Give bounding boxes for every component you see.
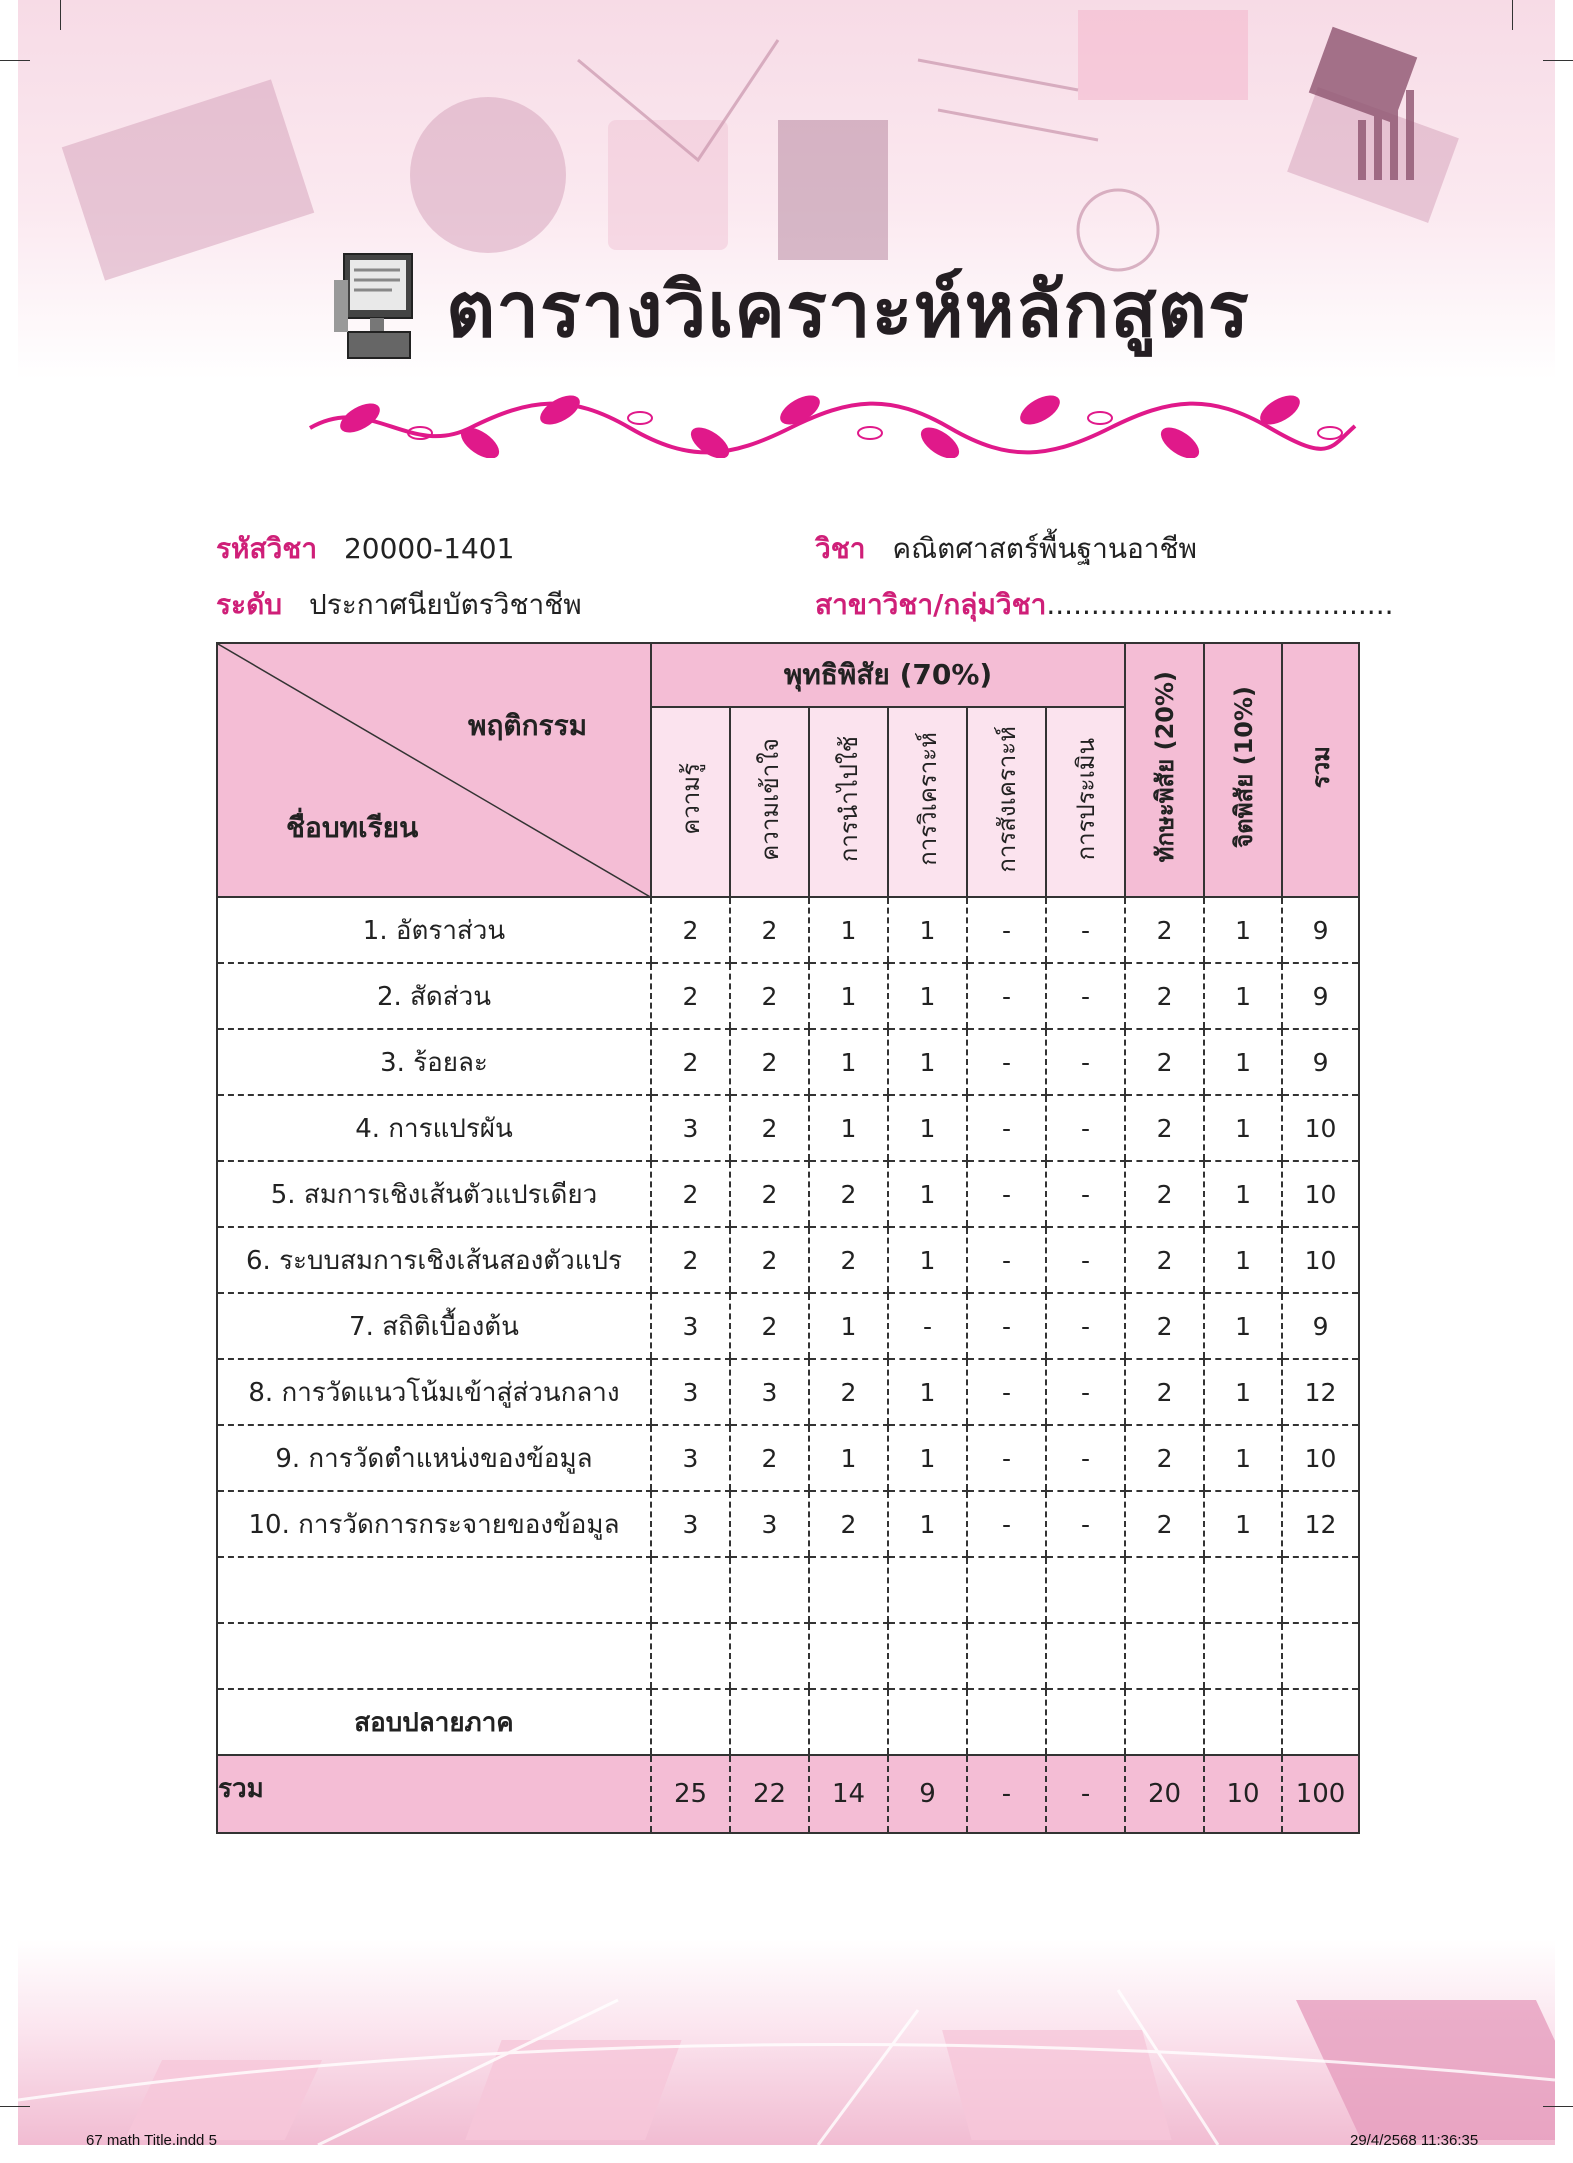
- score-cell: 1: [809, 1029, 888, 1095]
- total-cell: 100: [1282, 1755, 1359, 1833]
- score-cell: -: [1046, 897, 1125, 963]
- cognitive-col-synthesis: [967, 707, 1046, 897]
- score-cell: -: [967, 1425, 1046, 1491]
- score-cell: [888, 1623, 967, 1689]
- lesson-name: 7. สถิติเบื้องต้น: [217, 1293, 651, 1359]
- score-cell: 1: [1204, 1491, 1282, 1557]
- score-cell: 2: [1125, 1425, 1204, 1491]
- branch-value: .......................................: [1046, 588, 1394, 621]
- score-cell: -: [967, 1161, 1046, 1227]
- corner-behavior-label: พฤติกรรม: [468, 709, 588, 742]
- score-cell: 3: [651, 1293, 730, 1359]
- score-cell: -: [967, 1293, 1046, 1359]
- score-cell: 12: [1282, 1491, 1359, 1557]
- score-cell: 12: [1282, 1359, 1359, 1425]
- score-cell: 2: [651, 1029, 730, 1095]
- total-cell: -: [967, 1755, 1046, 1833]
- crop-mark: [1543, 60, 1573, 61]
- score-cell: 1: [1204, 1293, 1282, 1359]
- score-cell: [1125, 1623, 1204, 1689]
- score-cell: 2: [651, 897, 730, 963]
- score-cell: [809, 1623, 888, 1689]
- score-cell: 3: [651, 1095, 730, 1161]
- subject-label: วิชา: [815, 532, 866, 565]
- table-row: [217, 1689, 1359, 1755]
- score-cell: [1046, 1689, 1125, 1755]
- score-cell: 2: [730, 897, 809, 963]
- col-label: การประเมิน: [1072, 737, 1101, 861]
- corner-lesson-label: ชื่อบทเรียน: [286, 811, 419, 844]
- affective-header: จิตพิสัย (10%): [1229, 686, 1258, 848]
- branch-label: สาขาวิชา/กลุ่มวิชา: [815, 588, 1047, 621]
- table-body: [217, 897, 1359, 1833]
- score-cell: -: [967, 963, 1046, 1029]
- score-cell: 1: [1204, 963, 1282, 1029]
- crop-mark: [1543, 2106, 1573, 2107]
- vine-ornament: [300, 388, 1360, 458]
- score-cell: [651, 1557, 730, 1623]
- total-cell: 9: [888, 1755, 967, 1833]
- table-row: [217, 1425, 1359, 1491]
- score-cell: -: [1046, 1161, 1125, 1227]
- score-cell: 1: [888, 1491, 967, 1557]
- col-label: การนำไปใช้: [835, 735, 863, 863]
- subject-line: [815, 527, 1197, 571]
- score-cell: [1204, 1623, 1282, 1689]
- score-cell: [1282, 1689, 1359, 1755]
- course-code-value: 20000-1401: [343, 532, 515, 565]
- cognitive-domain-header: พุทธิพิสัย (70%): [651, 643, 1125, 707]
- score-cell: 10: [1282, 1425, 1359, 1491]
- score-cell: [1204, 1689, 1282, 1755]
- score-cell: 3: [730, 1359, 809, 1425]
- score-cell: 1: [888, 1161, 967, 1227]
- score-cell: [1125, 1557, 1204, 1623]
- score-cell: 2: [1125, 1029, 1204, 1095]
- col-label: ความรู้: [677, 763, 705, 835]
- score-cell: [967, 1623, 1046, 1689]
- score-cell: [1046, 1557, 1125, 1623]
- score-cell: -: [967, 897, 1046, 963]
- score-cell: -: [1046, 1359, 1125, 1425]
- score-cell: -: [967, 1227, 1046, 1293]
- total-cell: 10: [1204, 1755, 1282, 1833]
- course-code-line: [216, 527, 514, 571]
- footer-datetime: 29/4/2568 11:36:35: [1350, 2132, 1479, 2149]
- score-cell: 1: [809, 897, 888, 963]
- col-label: ความเข้าใจ: [756, 737, 784, 861]
- table-row: [217, 1227, 1359, 1293]
- level-line: [216, 583, 582, 627]
- score-cell: 3: [651, 1491, 730, 1557]
- table-row: [217, 1557, 1359, 1623]
- score-cell: 9: [1282, 1293, 1359, 1359]
- page-title: ตารางวิเคราะห์หลักสูตร: [446, 265, 1250, 354]
- score-cell: [888, 1557, 967, 1623]
- lesson-name: 2. สัดส่วน: [217, 963, 651, 1029]
- score-cell: [651, 1623, 730, 1689]
- score-cell: [1046, 1623, 1125, 1689]
- cognitive-col-knowledge: [651, 707, 730, 897]
- score-cell: -: [967, 1491, 1046, 1557]
- score-cell: 2: [1125, 1359, 1204, 1425]
- branch-line: [815, 583, 1394, 627]
- score-cell: 2: [730, 1227, 809, 1293]
- table-row: [217, 1491, 1359, 1557]
- score-cell: [651, 1689, 730, 1755]
- score-cell: [888, 1689, 967, 1755]
- score-cell: -: [1046, 1293, 1125, 1359]
- score-cell: 2: [651, 1161, 730, 1227]
- table-row: [217, 963, 1359, 1029]
- score-cell: 2: [730, 963, 809, 1029]
- table-row: [217, 1293, 1359, 1359]
- score-cell: 1: [888, 1425, 967, 1491]
- lesson-name: 6. ระบบสมการเชิงเส้นสองตัวแปร: [217, 1227, 651, 1293]
- score-cell: 3: [651, 1359, 730, 1425]
- score-cell: 2: [651, 1227, 730, 1293]
- total-cell: -: [1046, 1755, 1125, 1833]
- score-cell: 1: [888, 963, 967, 1029]
- score-cell: 2: [1125, 963, 1204, 1029]
- lesson-name: [217, 1557, 651, 1623]
- lesson-name: [217, 1623, 651, 1689]
- score-cell: 9: [1282, 897, 1359, 963]
- score-cell: -: [967, 1095, 1046, 1161]
- psychomotor-header: ทักษะพิสัย (20%): [1151, 671, 1180, 863]
- score-cell: [730, 1557, 809, 1623]
- score-cell: 2: [1125, 897, 1204, 963]
- score-cell: 2: [809, 1161, 888, 1227]
- score-cell: 3: [651, 1425, 730, 1491]
- score-cell: 1: [888, 1227, 967, 1293]
- score-cell: -: [967, 1359, 1046, 1425]
- score-cell: 1: [809, 1095, 888, 1161]
- score-cell: 2: [1125, 1095, 1204, 1161]
- score-cell: 1: [1204, 1359, 1282, 1425]
- crop-mark: [0, 2106, 30, 2107]
- score-cell: -: [1046, 1227, 1125, 1293]
- lesson-name: 5. สมการเชิงเส้นตัวแปรเดียว: [217, 1161, 651, 1227]
- lesson-name: สอบปลายภาค: [217, 1689, 651, 1755]
- score-cell: 3: [730, 1491, 809, 1557]
- curriculum-analysis-table: [216, 642, 1360, 1834]
- score-cell: [730, 1689, 809, 1755]
- score-cell: 2: [809, 1227, 888, 1293]
- affective-header-cell: [1204, 643, 1282, 897]
- score-cell: 10: [1282, 1161, 1359, 1227]
- score-cell: 10: [1282, 1227, 1359, 1293]
- total-cell: 20: [1125, 1755, 1204, 1833]
- score-cell: 1: [1204, 897, 1282, 963]
- tile-pattern-decoration: [18, 1940, 1555, 2145]
- lesson-name: 9. การวัดตำแหน่งของข้อมูล: [217, 1425, 651, 1491]
- level-value: ประกาศนียบัตรวิชาชีพ: [308, 588, 582, 621]
- score-cell: [1204, 1557, 1282, 1623]
- score-cell: -: [1046, 1095, 1125, 1161]
- score-cell: -: [1046, 963, 1125, 1029]
- score-cell: [1282, 1623, 1359, 1689]
- score-cell: 1: [809, 1425, 888, 1491]
- score-cell: -: [1046, 1029, 1125, 1095]
- lesson-name: 8. การวัดแนวโน้มเข้าสู่ส่วนกลาง: [217, 1359, 651, 1425]
- score-cell: 1: [1204, 1029, 1282, 1095]
- score-cell: [809, 1557, 888, 1623]
- score-cell: 1: [1204, 1227, 1282, 1293]
- col-label: การสังเคราะห์: [993, 725, 1021, 873]
- crop-mark: [60, 0, 61, 30]
- corner-diagonal-line: [218, 644, 652, 898]
- footer-file-name: 67 math Title.indd 5: [86, 2132, 217, 2149]
- score-cell: [967, 1689, 1046, 1755]
- corner-header-cell: [217, 643, 651, 897]
- score-cell: [730, 1623, 809, 1689]
- score-cell: 1: [809, 1293, 888, 1359]
- table-row: [217, 1359, 1359, 1425]
- score-cell: 1: [1204, 1095, 1282, 1161]
- score-cell: 9: [1282, 963, 1359, 1029]
- table-row: [217, 1095, 1359, 1161]
- cognitive-col-comprehension: [730, 707, 809, 897]
- score-cell: 2: [730, 1425, 809, 1491]
- page-title-block: [330, 250, 1250, 370]
- total-cell: 22: [730, 1755, 809, 1833]
- score-cell: 2: [809, 1491, 888, 1557]
- crop-mark: [1512, 0, 1513, 30]
- score-cell: -: [1046, 1491, 1125, 1557]
- score-cell: 2: [1125, 1227, 1204, 1293]
- score-cell: 1: [888, 1029, 967, 1095]
- level-label: ระดับ: [216, 588, 283, 621]
- total-row: [217, 1755, 1359, 1833]
- score-cell: -: [888, 1293, 967, 1359]
- table-row: [217, 897, 1359, 963]
- total-header: รวม: [1307, 745, 1336, 789]
- score-cell: 1: [888, 897, 967, 963]
- score-cell: [967, 1557, 1046, 1623]
- score-cell: [1282, 1557, 1359, 1623]
- score-cell: -: [1046, 1425, 1125, 1491]
- course-code-label: รหัสวิชา: [216, 532, 318, 565]
- score-cell: 2: [809, 1359, 888, 1425]
- cognitive-col-evaluation: [1046, 707, 1125, 897]
- col-label: การวิเคราะห์: [914, 732, 942, 866]
- psychomotor-header-cell: [1125, 643, 1204, 897]
- lesson-name: 4. การแปรผัน: [217, 1095, 651, 1161]
- score-cell: 9: [1282, 1029, 1359, 1095]
- crop-mark: [0, 60, 30, 61]
- score-cell: 1: [1204, 1425, 1282, 1491]
- lesson-name: 3. ร้อยละ: [217, 1029, 651, 1095]
- total-row-label: รวม: [217, 1755, 651, 1833]
- score-cell: 10: [1282, 1095, 1359, 1161]
- cognitive-col-analysis: [888, 707, 967, 897]
- score-cell: 2: [730, 1161, 809, 1227]
- lesson-name: 10. การวัดการกระจายของข้อมูล: [217, 1491, 651, 1557]
- table-row: [217, 1623, 1359, 1689]
- score-cell: [1125, 1689, 1204, 1755]
- total-cell: 14: [809, 1755, 888, 1833]
- score-cell: 2: [730, 1029, 809, 1095]
- score-cell: 2: [730, 1293, 809, 1359]
- subject-value: คณิตศาสตร์พื้นฐานอาชีพ: [892, 532, 1197, 565]
- score-cell: 1: [809, 963, 888, 1029]
- lesson-name: 1. อัตราส่วน: [217, 897, 651, 963]
- score-cell: [809, 1689, 888, 1755]
- score-cell: -: [967, 1029, 1046, 1095]
- score-cell: 1: [888, 1095, 967, 1161]
- score-cell: 2: [1125, 1293, 1204, 1359]
- score-cell: 2: [651, 963, 730, 1029]
- score-cell: 2: [1125, 1491, 1204, 1557]
- total-header-cell: [1282, 643, 1359, 897]
- score-cell: 2: [1125, 1161, 1204, 1227]
- score-cell: 1: [888, 1359, 967, 1425]
- score-cell: 1: [1204, 1161, 1282, 1227]
- table-row: [217, 1161, 1359, 1227]
- table-row: [217, 1029, 1359, 1095]
- cognitive-col-application: [809, 707, 888, 897]
- total-cell: 25: [651, 1755, 730, 1833]
- computer-icon: [330, 250, 420, 370]
- footer-background-art: [18, 1940, 1555, 2145]
- score-cell: 2: [730, 1095, 809, 1161]
